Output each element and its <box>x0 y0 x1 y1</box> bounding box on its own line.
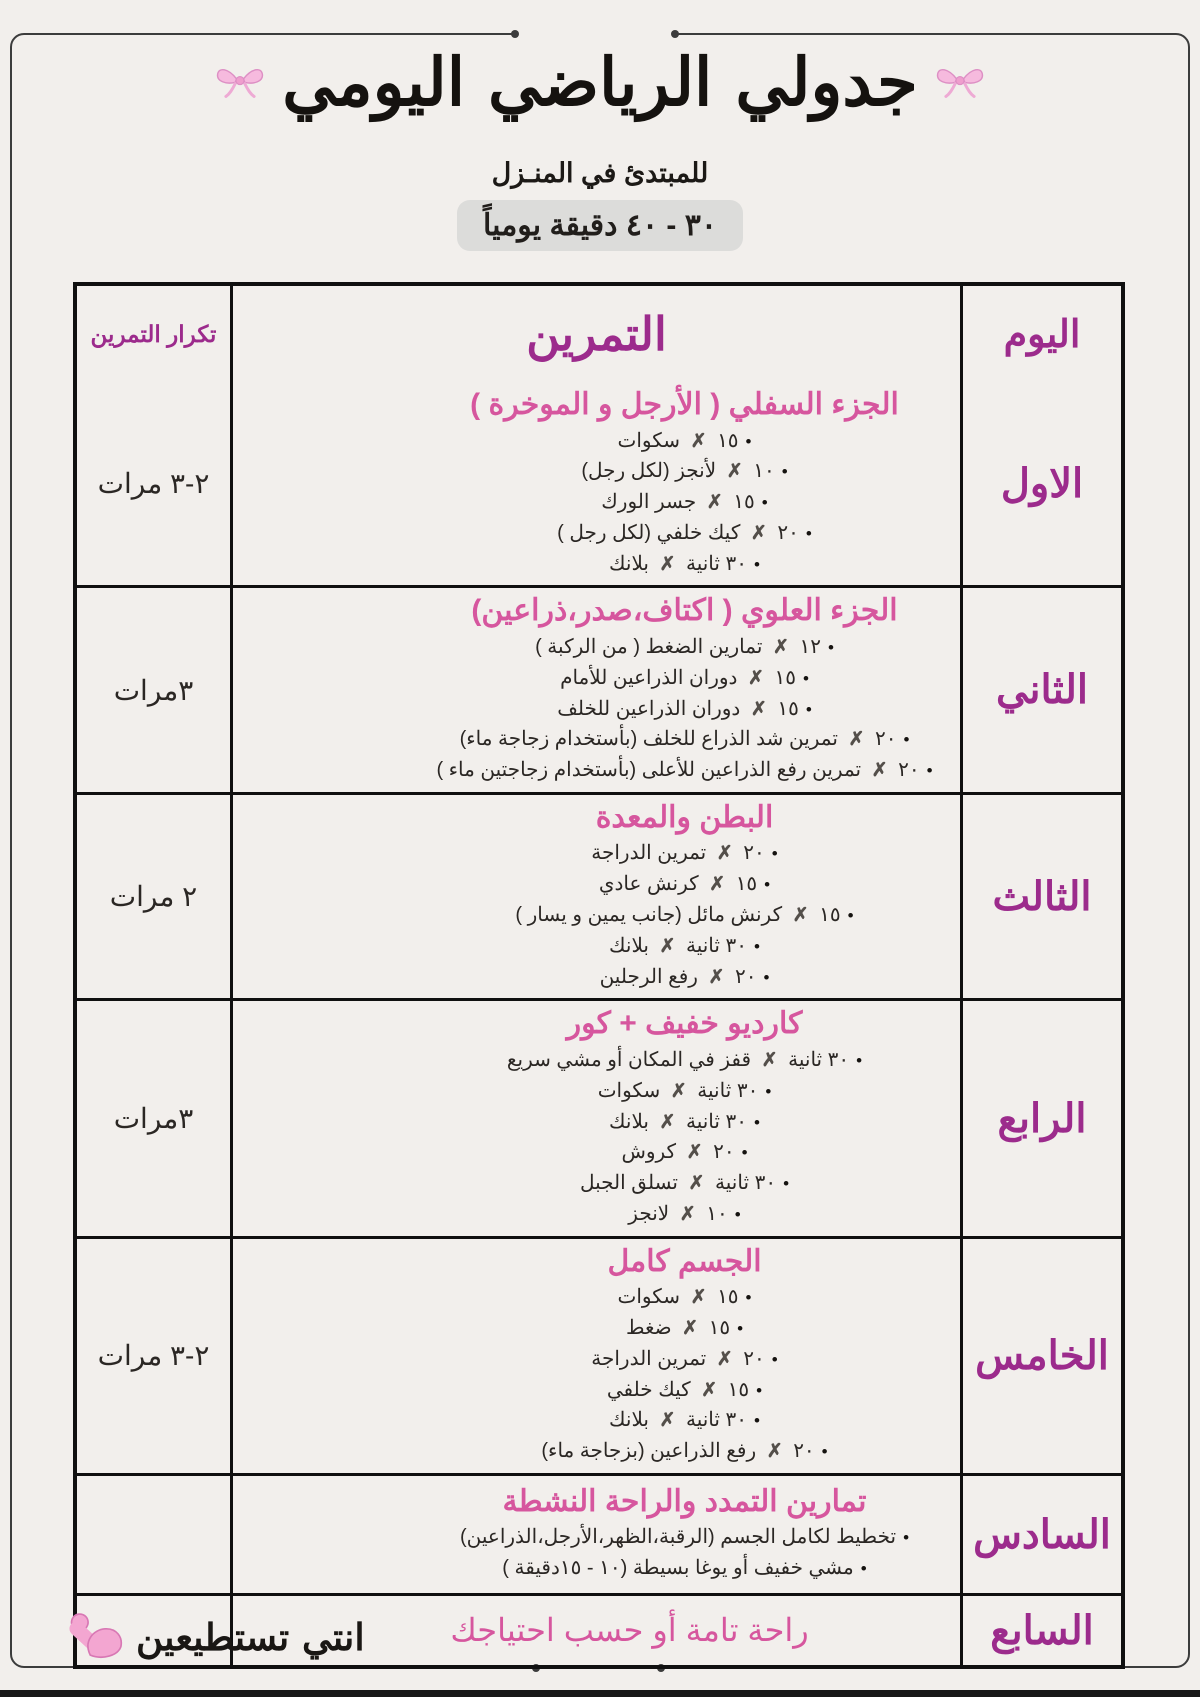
bullet-icon: • <box>754 554 760 574</box>
exercise-group-title: كارديو خفيف + كور <box>566 1007 803 1041</box>
bullet-icon: • <box>763 967 770 987</box>
exercise-item <box>433 694 936 725</box>
item-text: ٣٠ ثانية <box>680 934 748 957</box>
exercise-list <box>433 632 936 786</box>
exercise-item <box>433 1375 936 1406</box>
item-text: بلانك <box>609 1409 655 1432</box>
exercise-item <box>433 838 936 869</box>
header-reps-label: تكرار التمرين <box>90 320 217 347</box>
reps-label: ٣مرات <box>113 1103 194 1135</box>
table-row <box>77 1236 1121 1473</box>
exercise-cell <box>233 1239 960 1473</box>
header-day-label: اليوم <box>1003 313 1081 356</box>
x-mark: ✗ <box>690 430 707 452</box>
frame-dot <box>671 30 679 38</box>
exercise-list <box>433 1282 936 1467</box>
exercise-item <box>433 1344 936 1375</box>
item-text: رفع الذراعين (بزجاجة ماء) <box>541 1440 762 1463</box>
item-text: لأنجز (لكل رجل) <box>581 460 722 483</box>
footer-motivation-text: انتي تستطيعين <box>136 1615 365 1659</box>
day-label: الاول <box>1000 461 1084 506</box>
exercise-group-title: تمارين التمدد والراحة النشطة <box>502 1484 867 1518</box>
table-row <box>77 998 1121 1235</box>
x-mark: ✗ <box>761 1049 778 1071</box>
title-row <box>0 40 1200 126</box>
x-mark: ✗ <box>690 1287 707 1309</box>
rest-note: راحة تامة أو حسب احتياجك <box>450 1612 809 1649</box>
table-row <box>77 792 1121 998</box>
pink-bow-icon <box>934 60 986 105</box>
x-mark: ✗ <box>682 1318 699 1340</box>
exercise-item <box>433 900 936 931</box>
day-label: السابع <box>990 1608 1094 1653</box>
x-mark: ✗ <box>871 760 888 782</box>
exercise-group-title: الجزء العلوي ( اكتاف،صدر،ذراعين) <box>471 594 898 628</box>
day-cell <box>960 1476 1121 1593</box>
item-text: دوران الذراعين للأمام <box>560 666 743 689</box>
item-text: ٣٠ ثانية <box>680 1110 748 1133</box>
flexed-biceps-icon <box>64 1602 130 1672</box>
exercise-cell <box>233 795 960 998</box>
exercise-item <box>433 518 936 549</box>
x-mark: ✗ <box>670 1080 687 1102</box>
item-text: ٢٠ <box>787 1440 815 1463</box>
table-row <box>77 585 1121 791</box>
header-day-cell <box>960 286 1121 382</box>
exercise-item <box>433 426 936 457</box>
item-text: سكوات <box>617 429 686 452</box>
day-cell <box>960 382 1121 585</box>
bullet-icon: • <box>903 730 910 750</box>
item-text: تمرين شد الذراع للخلف (بأستخدام زجاجة ماء) <box>459 728 844 751</box>
exercise-item <box>433 1168 936 1199</box>
exercise-item <box>433 1107 936 1138</box>
item-text: جسر الورك <box>601 491 702 514</box>
bullet-icon: • <box>856 1050 863 1070</box>
exercise-cell <box>233 1001 960 1235</box>
x-mark: ✗ <box>716 1348 733 1370</box>
item-text: ٢٠ <box>892 759 920 782</box>
x-mark: ✗ <box>716 843 733 865</box>
bullet-icon: • <box>754 936 760 956</box>
bullet-icon: • <box>827 637 834 657</box>
item-text: ١٥ <box>727 491 755 514</box>
item-text: سكوات <box>597 1079 666 1102</box>
header-exercise-cell <box>233 286 960 382</box>
header-reps-cell <box>77 286 233 382</box>
exercise-item <box>433 1553 936 1584</box>
x-mark: ✗ <box>659 553 676 575</box>
item-text: سكوات <box>617 1286 686 1309</box>
exercise-group-title: البطن والمعدة <box>595 800 774 834</box>
x-mark: ✗ <box>848 729 865 751</box>
item-text: بلانك <box>609 934 655 957</box>
item-text: رفع الرجلين <box>599 965 704 988</box>
item-text: دوران الذراعين للخلف <box>557 697 746 720</box>
exercise-item <box>433 1199 936 1230</box>
day-cell <box>960 1239 1121 1473</box>
item-text: ١٠ <box>700 1202 728 1225</box>
x-mark: ✗ <box>688 1173 705 1195</box>
reps-label: ٢ مرات <box>109 881 198 913</box>
day-cell <box>960 1001 1121 1235</box>
item-text: ٢٠ <box>869 728 897 751</box>
exercise-list <box>433 838 936 992</box>
item-text: ٢٠ <box>771 521 799 544</box>
item-text: ١٥ <box>768 666 796 689</box>
day-label: الثاني <box>995 668 1089 713</box>
page-subtitle: للمبتدئ في المنـزل <box>491 158 709 188</box>
x-mark: ✗ <box>701 1379 718 1401</box>
item-text: ١٥ <box>711 429 739 452</box>
reps-label: ٣مرات <box>113 674 194 706</box>
exercise-list <box>433 426 936 580</box>
x-mark: ✗ <box>659 1410 676 1432</box>
reps-cell <box>77 1476 233 1593</box>
item-text: كيك خلفي <box>606 1378 697 1401</box>
bullet-icon: • <box>771 1349 778 1369</box>
footer <box>68 1606 365 1668</box>
exercise-cell <box>233 382 960 585</box>
item-text: ٢٠ <box>729 965 757 988</box>
day-label: الثالث <box>992 874 1092 919</box>
item-text: ٢٠ <box>707 1141 735 1164</box>
exercise-item <box>433 931 936 962</box>
exercise-list <box>433 1045 936 1230</box>
exercise-item <box>433 1076 936 1107</box>
exercise-item <box>433 632 936 663</box>
item-text: بلانك <box>609 1110 655 1133</box>
item-text: تمرين رفع الذراعين للأعلى (بأستخدام زجاجتين ماء ) <box>436 759 867 782</box>
x-mark: ✗ <box>726 461 743 483</box>
x-mark: ✗ <box>792 905 809 927</box>
x-mark: ✗ <box>748 667 764 689</box>
bullet-icon: • <box>737 1319 744 1339</box>
item-text: ١٥ <box>813 904 841 927</box>
x-mark: ✗ <box>750 698 767 720</box>
bullet-icon: • <box>805 699 812 719</box>
day-label: الرابع <box>997 1096 1087 1141</box>
table-row <box>77 382 1121 585</box>
item-text: تمرين الدراجة <box>591 1347 712 1370</box>
exercise-item <box>433 724 936 755</box>
item-text: ٢٠ <box>737 842 765 865</box>
bullet-icon: • <box>764 875 771 895</box>
item-text: ١٥ <box>722 1378 750 1401</box>
bullet-icon: • <box>802 668 809 688</box>
exercise-cell <box>233 588 960 791</box>
day-label: السادس <box>973 1512 1111 1557</box>
item-text: مشي خفيف أو يوغا بسيطة (١٠ - ١٥دقيقة ) <box>502 1557 854 1580</box>
reps-label: ٢-٣ مرات <box>97 1340 210 1372</box>
schedule-table <box>73 282 1125 1669</box>
item-text: تمارين الضغط ( من الركبة ) <box>535 635 768 658</box>
item-text: قفز في المكان أو مشي سريع <box>506 1048 757 1071</box>
day-label: الخامس <box>975 1333 1109 1378</box>
item-text: ١٥ <box>703 1317 731 1340</box>
reps-cell <box>77 382 233 585</box>
item-text: ضغط <box>625 1317 678 1340</box>
item-text: ١٥ <box>730 873 758 896</box>
page-title: جدولي الرياضي اليومي <box>282 43 918 121</box>
exercise-item <box>433 1522 936 1553</box>
exercise-item <box>433 456 936 487</box>
bullet-icon: • <box>741 1143 748 1163</box>
bullet-icon: • <box>765 1081 772 1101</box>
bullet-icon: • <box>745 431 752 451</box>
x-mark: ✗ <box>766 1441 783 1463</box>
bullet-icon: • <box>903 1528 910 1548</box>
bullet-icon: • <box>781 462 788 482</box>
item-text: بلانك <box>609 552 655 575</box>
bullet-icon: • <box>926 761 933 781</box>
item-text: ١٥ <box>771 697 799 720</box>
x-mark: ✗ <box>659 935 676 957</box>
bullet-icon: • <box>756 1380 763 1400</box>
exercise-item <box>433 487 936 518</box>
bullet-icon: • <box>860 1559 867 1579</box>
item-text: كرنش مائل (جانب يمين و يسار ) <box>515 904 788 927</box>
exercise-item <box>433 1313 936 1344</box>
item-text: ١٢ <box>793 635 821 658</box>
exercise-item <box>433 1405 936 1436</box>
item-text: ٣٠ ثانية <box>709 1172 777 1195</box>
day-cell <box>960 795 1121 998</box>
bullet-icon: • <box>783 1174 790 1194</box>
table-row <box>77 1473 1121 1593</box>
frame-top-gap <box>515 29 675 39</box>
item-text: كيك خلفي (لكل رجل ) <box>557 521 746 544</box>
exercise-group-title: الجسم كامل <box>607 1244 762 1278</box>
x-mark: ✗ <box>772 636 789 658</box>
exercise-item <box>433 549 936 580</box>
table-header-row <box>77 286 1121 382</box>
reps-cell <box>77 1001 233 1235</box>
exercise-item <box>433 755 936 786</box>
reps-cell <box>77 1239 233 1473</box>
item-text: تمرين الدراجة <box>591 842 712 865</box>
item-text: كرنش عادي <box>598 873 705 896</box>
bullet-icon: • <box>847 906 854 926</box>
pink-bow-icon <box>214 60 266 105</box>
item-text: تسلق الجبل <box>579 1172 684 1195</box>
bullet-icon: • <box>734 1204 741 1224</box>
bullet-icon: • <box>771 844 778 864</box>
day-cell <box>960 1596 1121 1665</box>
x-mark: ✗ <box>708 966 725 988</box>
bullet-icon: • <box>805 523 812 543</box>
bullet-icon: • <box>754 1112 760 1132</box>
exercise-cell <box>233 1476 960 1593</box>
frame-dot <box>511 30 519 38</box>
x-mark: ✗ <box>659 1111 676 1133</box>
bottom-edge-strip <box>0 1690 1200 1697</box>
item-text: تخطيط لكامل الجسم (الرقبة،الظهر،الأرجل،الذراعين) <box>459 1526 897 1549</box>
exercise-item <box>433 1282 936 1313</box>
x-mark: ✗ <box>686 1142 703 1164</box>
item-text: ٣٠ ثانية <box>782 1048 850 1071</box>
bullet-icon: • <box>821 1442 828 1462</box>
x-mark: ✗ <box>679 1203 696 1225</box>
item-text: كروش <box>621 1141 682 1164</box>
item-text: ٣٠ ثانية <box>680 552 748 575</box>
duration-badge: ٣٠ - ٤٠ دقيقة يومياً <box>457 200 743 251</box>
bullet-icon: • <box>754 1411 760 1431</box>
day-cell <box>960 588 1121 791</box>
header-exercise-label: التمرين <box>526 308 667 360</box>
exercise-item <box>433 663 936 694</box>
bullet-icon: • <box>745 1288 752 1308</box>
reps-cell <box>77 588 233 791</box>
exercise-item <box>433 1436 936 1467</box>
x-mark: ✗ <box>750 522 767 544</box>
reps-cell <box>77 795 233 998</box>
bullet-icon: • <box>761 493 768 513</box>
item-text: ١٥ <box>711 1286 739 1309</box>
x-mark: ✗ <box>709 874 726 896</box>
item-text: ٣٠ ثانية <box>680 1409 748 1432</box>
item-text: ١٠ <box>747 460 775 483</box>
x-mark: ✗ <box>706 492 723 514</box>
duration-badge-wrap <box>0 200 1200 251</box>
exercise-list <box>433 1522 936 1584</box>
reps-label: ٢-٣ مرات <box>97 468 210 500</box>
exercise-item <box>433 962 936 993</box>
item-text: ٢٠ <box>737 1347 765 1370</box>
exercise-item <box>433 1045 936 1076</box>
exercise-group-title: الجزء السفلي ( الأرجل و الموخرة ) <box>470 388 899 421</box>
item-text: لانجز <box>628 1202 675 1225</box>
exercise-item <box>433 869 936 900</box>
exercise-item <box>433 1137 936 1168</box>
item-text: ٣٠ ثانية <box>691 1079 759 1102</box>
